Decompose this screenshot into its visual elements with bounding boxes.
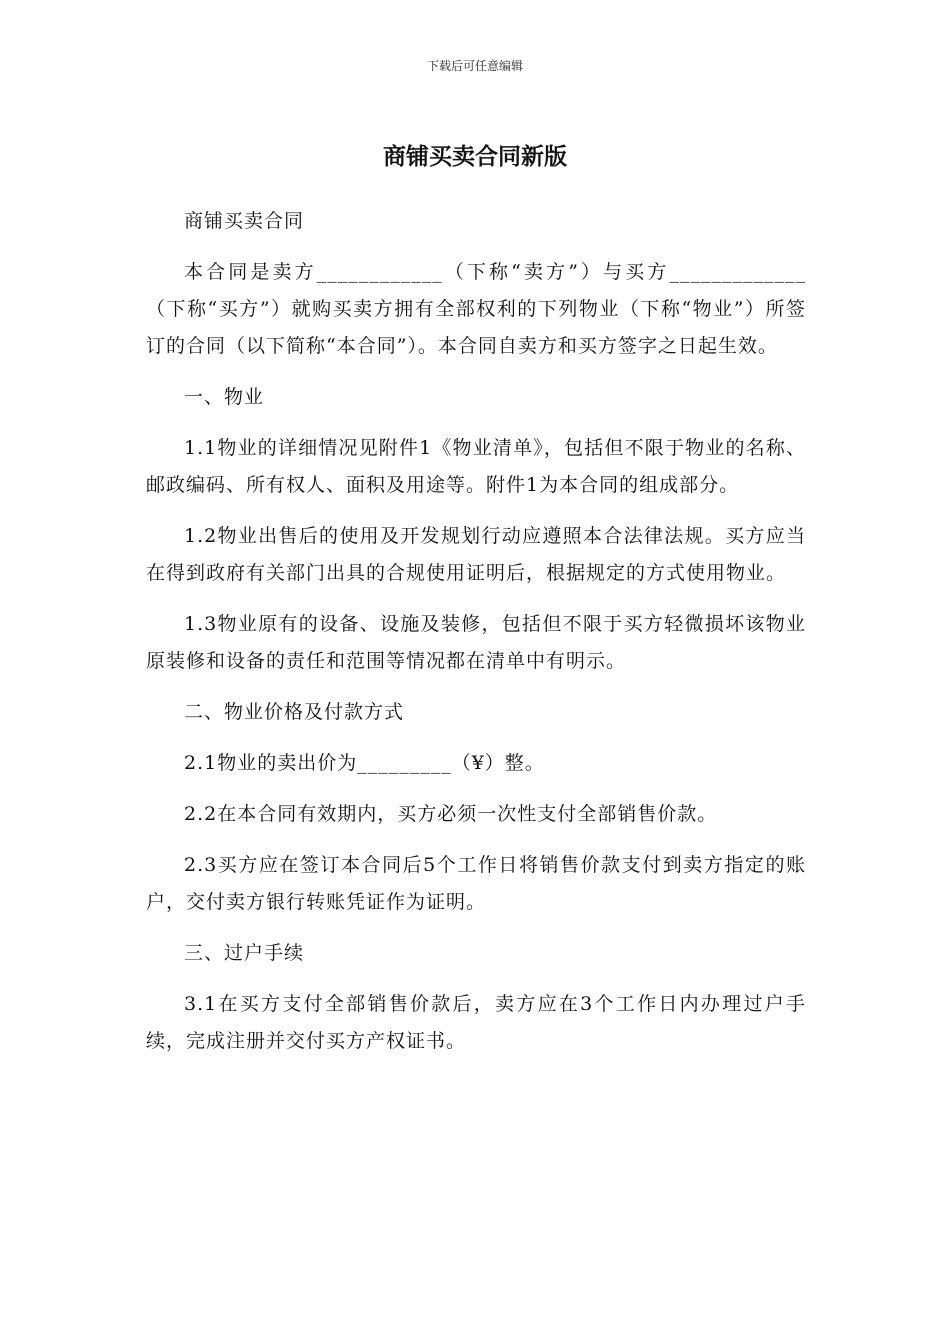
document-body — [146, 203, 806, 1074]
clause-2-1: 2.1物业的卖出价为_________（¥）整。 — [184, 752, 545, 774]
clause-1-3: 1.3物业原有的设备、设施及装修，包括但不限于买方轻微损坏该物业原装修和设备的责任和范围等情况都在清单中有明示。 — [146, 613, 806, 672]
header-note: 下载后可任意编辑 — [426, 59, 523, 73]
section-heading-transfer: 三、过户手续 — [184, 942, 305, 964]
clause-2-2: 2.2在本合同有效期内，买方必须一次性支付全部销售价款。 — [184, 803, 718, 825]
page-title: 商铺买卖合同新版 — [383, 144, 567, 170]
clause-1-2: 1.2物业出售后的使用及开发规划行动应遵照本合法律法规。买方应当在得到政府有关部门出具的合规使用证明后，根据规定的方式使用物业。 — [146, 525, 806, 584]
section-heading-property: 一、物业 — [184, 386, 265, 408]
intro-paragraph: 本合同是卖方____________（下称“卖方”）与买方_____________（下称“买方”）就购买卖方拥有全部权利的下列物业（下称“物业”）所签订的合同（以下简称“本合同”）。本合同自卖方和买方签字之日起生效。 — [146, 261, 806, 357]
contract-subtitle: 商铺买卖合同 — [184, 210, 305, 232]
clause-2-3: 2.3买方应在签订本合同后5个工作日将销售价款支付到卖方指定的账户，交付卖方银行转账凭证作为证明。 — [146, 854, 806, 913]
clause-3-1: 3.1在买方支付全部销售价款后，卖方应在3个工作日内办理过户手续，完成注册并交付买方产权证书。 — [146, 993, 806, 1052]
clause-1-1: 1.1物业的详细情况见附件1《物业清单》，包括但不限于物业的名称、邮政编码、所有权人、面积及用途等。附件1为本合同的组成部分。 — [146, 437, 806, 496]
section-heading-price-payment: 二、物业价格及付款方式 — [184, 701, 405, 723]
